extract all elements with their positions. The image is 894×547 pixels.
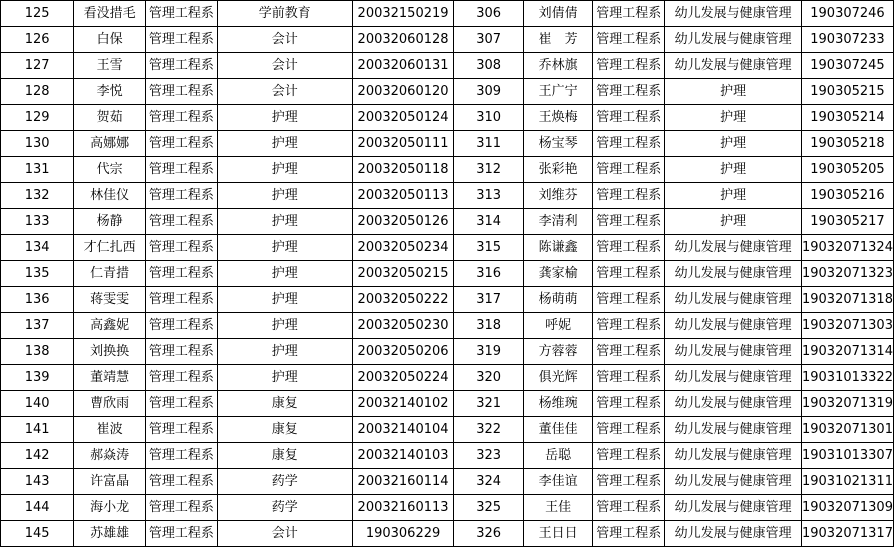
student-name-cell: 杨静 [74,209,146,235]
row-number-cell: 324 [454,469,523,495]
department-cell: 管理工程系 [593,209,665,235]
student-id-cell: 190305217 [801,209,893,235]
row-number-cell: 138 [1,339,74,365]
student-id-cell: 190305215 [801,79,893,105]
department-cell: 管理工程系 [593,287,665,313]
row-number-cell: 143 [1,469,74,495]
department-cell: 管理工程系 [593,1,665,27]
department-cell: 管理工程系 [145,391,217,417]
row-number-cell: 127 [1,53,74,79]
table-row [1,495,894,521]
row-number-cell: 310 [454,105,523,131]
row-number-cell: 134 [1,235,74,261]
student-name-cell: 郝焱涛 [74,443,146,469]
student-id-cell: 20032050113 [352,183,454,209]
student-name-cell: 杨萌萌 [523,287,593,313]
department-cell: 管理工程系 [593,79,665,105]
student-id-cell: 20032050126 [352,209,454,235]
department-cell: 管理工程系 [593,131,665,157]
student-id-cell: 19032071317 [801,521,893,547]
row-number-cell: 129 [1,105,74,131]
table-row [1,313,894,339]
major-cell: 护理 [217,183,352,209]
table-row [1,53,894,79]
student-id-cell: 20032140104 [352,417,454,443]
row-number-cell: 316 [454,261,523,287]
major-cell: 护理 [665,183,802,209]
student-name-cell: 刘维芬 [523,183,593,209]
department-cell: 管理工程系 [593,417,665,443]
student-name-cell: 董靖慧 [74,365,146,391]
major-cell: 幼儿发展与健康管理 [665,235,802,261]
row-number-cell: 142 [1,443,74,469]
major-cell: 康复 [217,417,352,443]
major-cell: 护理 [665,157,802,183]
department-cell: 管理工程系 [145,105,217,131]
major-cell: 幼儿发展与健康管理 [665,365,802,391]
major-cell: 护理 [217,235,352,261]
student-name-cell: 代宗 [74,157,146,183]
major-cell: 幼儿发展与健康管理 [665,287,802,313]
student-name-cell: 崔 芳 [523,27,593,53]
department-cell: 管理工程系 [593,365,665,391]
row-number-cell: 126 [1,27,74,53]
student-id-cell: 20032160113 [352,495,454,521]
department-cell: 管理工程系 [145,183,217,209]
row-number-cell: 308 [454,53,523,79]
major-cell: 幼儿发展与健康管理 [665,443,802,469]
major-cell: 护理 [217,339,352,365]
department-cell: 管理工程系 [593,495,665,521]
table-row [1,157,894,183]
student-name-cell: 白保 [74,27,146,53]
department-cell: 管理工程系 [145,209,217,235]
major-cell: 护理 [665,131,802,157]
student-id-cell: 19032071323 [801,261,893,287]
department-cell: 管理工程系 [145,443,217,469]
row-number-cell: 320 [454,365,523,391]
row-number-cell: 309 [454,79,523,105]
table-row [1,391,894,417]
department-cell: 管理工程系 [145,287,217,313]
major-cell: 护理 [217,131,352,157]
student-name-cell: 岳聪 [523,443,593,469]
student-name-cell: 张彩艳 [523,157,593,183]
major-cell: 护理 [217,209,352,235]
row-number-cell: 141 [1,417,74,443]
row-number-cell: 321 [454,391,523,417]
student-name-cell: 刘倩倩 [523,1,593,27]
major-cell: 幼儿发展与健康管理 [665,261,802,287]
department-cell: 管理工程系 [145,495,217,521]
row-number-cell: 130 [1,131,74,157]
row-number-cell: 132 [1,183,74,209]
row-number-cell: 311 [454,131,523,157]
student-name-cell: 王雪 [74,53,146,79]
major-cell: 护理 [217,261,352,287]
row-number-cell: 131 [1,157,74,183]
student-name-cell: 崔波 [74,417,146,443]
student-name-cell: 杨维琬 [523,391,593,417]
major-cell: 药学 [217,469,352,495]
row-number-cell: 325 [454,495,523,521]
major-cell: 会计 [217,27,352,53]
department-cell: 管理工程系 [593,53,665,79]
student-id-cell: 190305218 [801,131,893,157]
department-cell: 管理工程系 [145,469,217,495]
major-cell: 幼儿发展与健康管理 [665,469,802,495]
student-name-cell: 仁青措 [74,261,146,287]
student-id-cell: 20032060131 [352,53,454,79]
student-id-cell: 20032150219 [352,1,454,27]
student-id-cell: 20032050230 [352,313,454,339]
department-cell: 管理工程系 [593,27,665,53]
student-id-cell: 19031013322 [801,365,893,391]
student-name-cell: 龚家榆 [523,261,593,287]
student-id-cell: 19032071303 [801,313,893,339]
student-name-cell: 苏雄雄 [74,521,146,547]
student-id-cell: 20032050111 [352,131,454,157]
student-id-cell: 20032050118 [352,157,454,183]
major-cell: 康复 [217,391,352,417]
department-cell: 管理工程系 [145,235,217,261]
row-number-cell: 313 [454,183,523,209]
student-name-cell: 李佳谊 [523,469,593,495]
table-row [1,131,894,157]
row-number-cell: 314 [454,209,523,235]
department-cell: 管理工程系 [145,1,217,27]
student-name-cell: 刘换换 [74,339,146,365]
student-name-cell: 蒋雯雯 [74,287,146,313]
major-cell: 护理 [217,287,352,313]
student-name-cell: 李悦 [74,79,146,105]
student-id-cell: 19032071314 [801,339,893,365]
major-cell: 幼儿发展与健康管理 [665,417,802,443]
student-id-cell: 19031021311 [801,469,893,495]
row-number-cell: 317 [454,287,523,313]
student-id-cell: 190305205 [801,157,893,183]
department-cell: 管理工程系 [593,443,665,469]
major-cell: 幼儿发展与健康管理 [665,313,802,339]
student-id-cell: 20032050224 [352,365,454,391]
major-cell: 幼儿发展与健康管理 [665,521,802,547]
table-row [1,27,894,53]
student-name-cell: 许富晶 [74,469,146,495]
department-cell: 管理工程系 [145,27,217,53]
student-name-cell: 乔林旗 [523,53,593,79]
table-row [1,443,894,469]
major-cell: 幼儿发展与健康管理 [665,391,802,417]
student-name-cell: 陈谦鑫 [523,235,593,261]
department-cell: 管理工程系 [145,417,217,443]
student-name-cell: 俱光辉 [523,365,593,391]
row-number-cell: 307 [454,27,523,53]
major-cell: 会计 [217,79,352,105]
department-cell: 管理工程系 [593,339,665,365]
department-cell: 管理工程系 [145,339,217,365]
department-cell: 管理工程系 [593,469,665,495]
student-id-cell: 190306229 [352,521,454,547]
row-number-cell: 133 [1,209,74,235]
student-id-cell: 20032060120 [352,79,454,105]
student-name-cell: 呼妮 [523,313,593,339]
student-id-cell: 20032140103 [352,443,454,469]
major-cell: 护理 [217,365,352,391]
table-row [1,521,894,547]
student-id-cell: 20032050124 [352,105,454,131]
student-id-cell: 20032050234 [352,235,454,261]
row-number-cell: 145 [1,521,74,547]
table-row [1,365,894,391]
student-name-cell: 王佳 [523,495,593,521]
major-cell: 护理 [665,79,802,105]
major-cell: 会计 [217,521,352,547]
department-cell: 管理工程系 [145,365,217,391]
department-cell: 管理工程系 [593,157,665,183]
row-number-cell: 306 [454,1,523,27]
major-cell: 药学 [217,495,352,521]
student-id-cell: 190305214 [801,105,893,131]
row-number-cell: 318 [454,313,523,339]
student-name-cell: 才仁扎西 [74,235,146,261]
student-id-cell: 190307246 [801,1,893,27]
department-cell: 管理工程系 [145,53,217,79]
department-cell: 管理工程系 [593,521,665,547]
department-cell: 管理工程系 [593,183,665,209]
table-row [1,261,894,287]
student-name-cell: 贺茹 [74,105,146,131]
major-cell: 幼儿发展与健康管理 [665,53,802,79]
row-number-cell: 128 [1,79,74,105]
student-id-cell: 19032071309 [801,495,893,521]
major-cell: 幼儿发展与健康管理 [665,495,802,521]
row-number-cell: 319 [454,339,523,365]
table-row [1,417,894,443]
department-cell: 管理工程系 [593,313,665,339]
student-id-cell: 20032160114 [352,469,454,495]
student-id-cell: 19032071319 [801,391,893,417]
student-name-cell: 李清利 [523,209,593,235]
department-cell: 管理工程系 [145,157,217,183]
student-name-cell: 方蓉蓉 [523,339,593,365]
major-cell: 护理 [665,105,802,131]
row-number-cell: 312 [454,157,523,183]
student-id-cell: 190307233 [801,27,893,53]
table-row [1,235,894,261]
student-name-cell: 高娜娜 [74,131,146,157]
row-number-cell: 315 [454,235,523,261]
row-number-cell: 136 [1,287,74,313]
row-number-cell: 137 [1,313,74,339]
student-id-cell: 190307245 [801,53,893,79]
table-row [1,105,894,131]
row-number-cell: 322 [454,417,523,443]
major-cell: 护理 [217,105,352,131]
major-cell: 学前教育 [217,1,352,27]
row-number-cell: 125 [1,1,74,27]
row-number-cell: 135 [1,261,74,287]
major-cell: 幼儿发展与健康管理 [665,339,802,365]
department-cell: 管理工程系 [593,105,665,131]
major-cell: 护理 [217,157,352,183]
department-cell: 管理工程系 [593,261,665,287]
major-cell: 康复 [217,443,352,469]
student-name-cell: 王日日 [523,521,593,547]
student-name-cell: 林佳仪 [74,183,146,209]
row-number-cell: 323 [454,443,523,469]
major-cell: 护理 [217,313,352,339]
row-number-cell: 144 [1,495,74,521]
row-number-cell: 139 [1,365,74,391]
department-cell: 管理工程系 [593,391,665,417]
student-id-cell: 20032050215 [352,261,454,287]
major-cell: 幼儿发展与健康管理 [665,1,802,27]
student-name-cell: 看没措毛 [74,1,146,27]
student-id-cell: 20032050206 [352,339,454,365]
student-id-cell: 19032071318 [801,287,893,313]
student-id-cell: 20032140102 [352,391,454,417]
student-name-cell: 杨宝琴 [523,131,593,157]
row-number-cell: 326 [454,521,523,547]
student-id-cell: 19032071324 [801,235,893,261]
student-name-cell: 曹欣雨 [74,391,146,417]
major-cell: 会计 [217,53,352,79]
department-cell: 管理工程系 [145,521,217,547]
student-id-cell: 190305216 [801,183,893,209]
department-cell: 管理工程系 [145,79,217,105]
student-name-cell: 海小龙 [74,495,146,521]
department-cell: 管理工程系 [145,131,217,157]
student-name-cell: 高鑫妮 [74,313,146,339]
table-row [1,183,894,209]
row-number-cell: 140 [1,391,74,417]
major-cell: 护理 [665,209,802,235]
major-cell: 幼儿发展与健康管理 [665,27,802,53]
student-id-cell: 20032060128 [352,27,454,53]
student-name-cell: 王广宁 [523,79,593,105]
table-row [1,209,894,235]
department-cell: 管理工程系 [145,313,217,339]
department-cell: 管理工程系 [145,261,217,287]
student-id-cell: 20032050222 [352,287,454,313]
student-id-cell: 19032071301 [801,417,893,443]
table-row [1,469,894,495]
student-id-cell: 19031013307 [801,443,893,469]
table-row [1,339,894,365]
student-name-cell: 董佳佳 [523,417,593,443]
table-row [1,1,894,27]
table-body [1,1,894,547]
department-cell: 管理工程系 [593,235,665,261]
table-row [1,287,894,313]
student-name-cell: 王焕梅 [523,105,593,131]
table-row [1,79,894,105]
